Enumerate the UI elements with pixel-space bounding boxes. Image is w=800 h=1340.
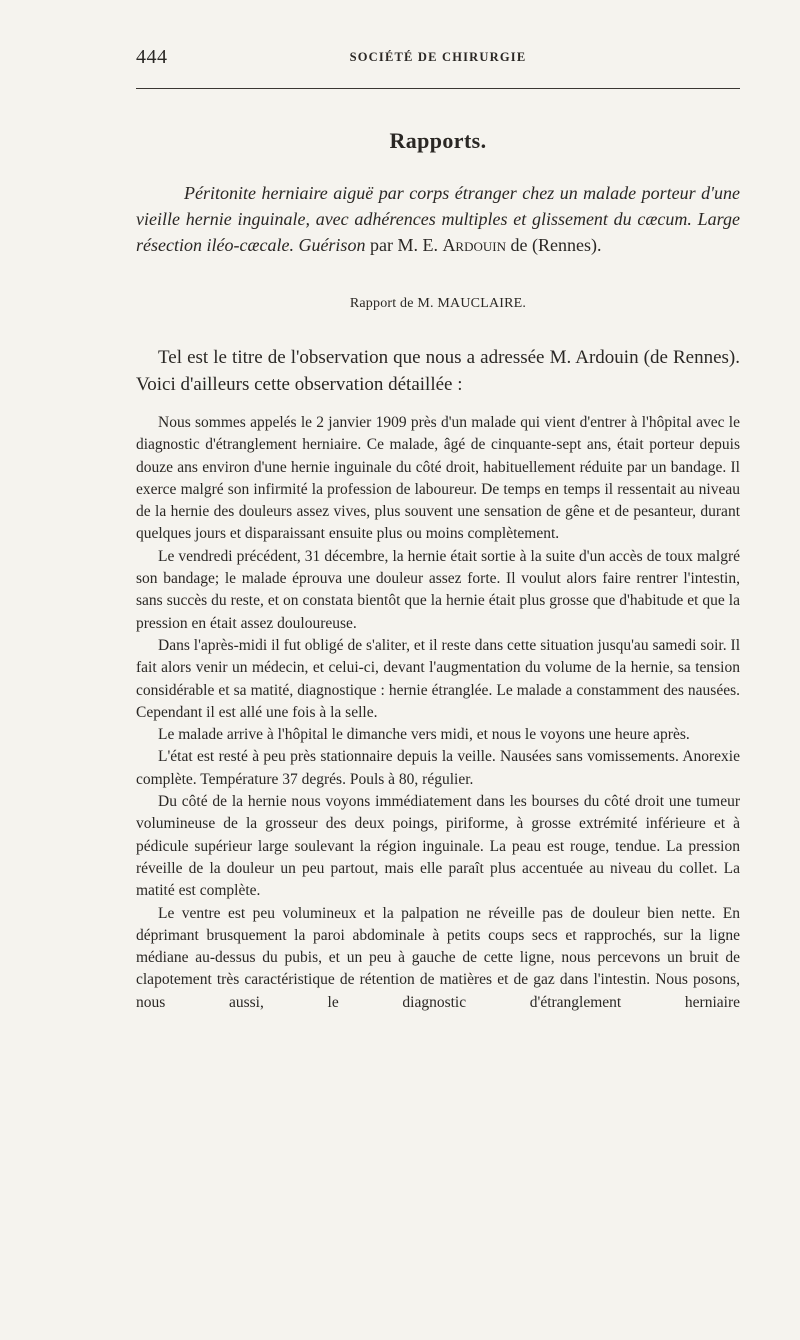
paragraph: Le vendredi précédent, 31 décembre, la hernie était sortie à la suite d'un accès de toux malgré son bandage; le malade éprouva une douleur assez forte. Il voulut alors faire rentrer l'intestin, sans succès du reste, et on constata bientôt que la hernie était plus grosse que d'habitude et que la pression en était assez douloureuse. bbox=[136, 547, 740, 632]
article-title-by: par bbox=[369, 235, 393, 255]
page-number: 444 bbox=[136, 46, 168, 68]
paragraph: Dans l'après-midi il fut obligé de s'aliter, et il reste dans cette situation jusqu'au samedi soir. Il fait alors venir un médecin, et celui-ci, devant l'augmentation du volume de la hernie, sa tension considérable et sa matité, diagnostique : hernie étranglée. Le malade a constamment des nausées. Cependant il est allé une fois à la selle. bbox=[136, 636, 740, 721]
article-title-italic: Péritonite herniaire aiguë par corps étranger chez un malade porteur d'une vieille hernie inguinale, avec adhérences multiples et glissement du cæcum. Large résection iléo-cæcale. Guérison bbox=[136, 183, 740, 255]
article-author-name: Ardouin bbox=[442, 235, 506, 255]
running-title: SOCIÉTÉ DE CHIRURGIE bbox=[349, 50, 527, 64]
page-header bbox=[136, 44, 740, 72]
paragraph: Le malade arrive à l'hôpital le dimanche vers midi, et nous le voyons une heure après. bbox=[158, 726, 690, 744]
section-title: Rapports. bbox=[389, 128, 487, 153]
article-title bbox=[136, 180, 740, 258]
paragraph: Du côté de la hernie nous voyons immédiatement dans les bourses du côté droit une tumeur volumineuse de la grosseur des deux poings, piriforme, à grosse extrémité inférieure et à pédicule supérieur large soulevant la région inguinale. La peau est rouge, tendue. La pression réveille de la douleur un peu partout, mais elle paraît plus accentuée au niveau du collet. La matité est complète. bbox=[136, 793, 740, 900]
article-author-suffix: de (Rennes). bbox=[506, 235, 602, 255]
paragraph: Nous sommes appelés le 2 janvier 1909 près d'un malade qui vient d'entrer à l'hôpital avec le diagnostic d'étranglement herniaire. Ce malade, âgé de cinquante-sept ans, était porteur depuis douze ans environ d'une hernie inguinale du côté droit, habituellement réduite par un bandage. Il exerce malgré son infirmité la profession de laboureur. De temps en temps il ressentait au niveau de la hernie des douleurs assez vives, plus souvent une sensation de gêne et de pesanteur, durant quelques jours et disparaissant ensuite plus ou moins complètement. bbox=[136, 414, 740, 543]
header-rule bbox=[136, 88, 740, 89]
paragraph: L'état est resté à peu près stationnaire depuis la veille. Nausées sans vomissements. Anorexie complète. Température 37 degrés. Pouls à 80, régulier. bbox=[136, 748, 740, 788]
paragraph: Le ventre est peu volumineux et la palpation ne réveille pas de douleur bien nette. En déprimant brusquement la paroi abdominale à petits coups secs et rapprochés, sur la ligne médiane au-dessus du pubis, et un peu à gauche de cette ligne, nous percevons un bruit de clapotement très caractéristique de rétention de matières et de gaz dans l'intestin. Nous posons, nous aussi, le diagnostic d'étranglement herniaire bbox=[136, 904, 740, 1011]
intro-paragraph: Tel est le titre de l'observation que nous a adressée M. Ardouin (de Rennes). Voici d'ailleurs cette observation détaillée : bbox=[136, 347, 740, 395]
report-byline: Rapport de M. MAUCLAIRE. bbox=[349, 296, 527, 311]
article-author-prefix: M. E. bbox=[397, 235, 443, 255]
observation-body bbox=[136, 412, 740, 1014]
